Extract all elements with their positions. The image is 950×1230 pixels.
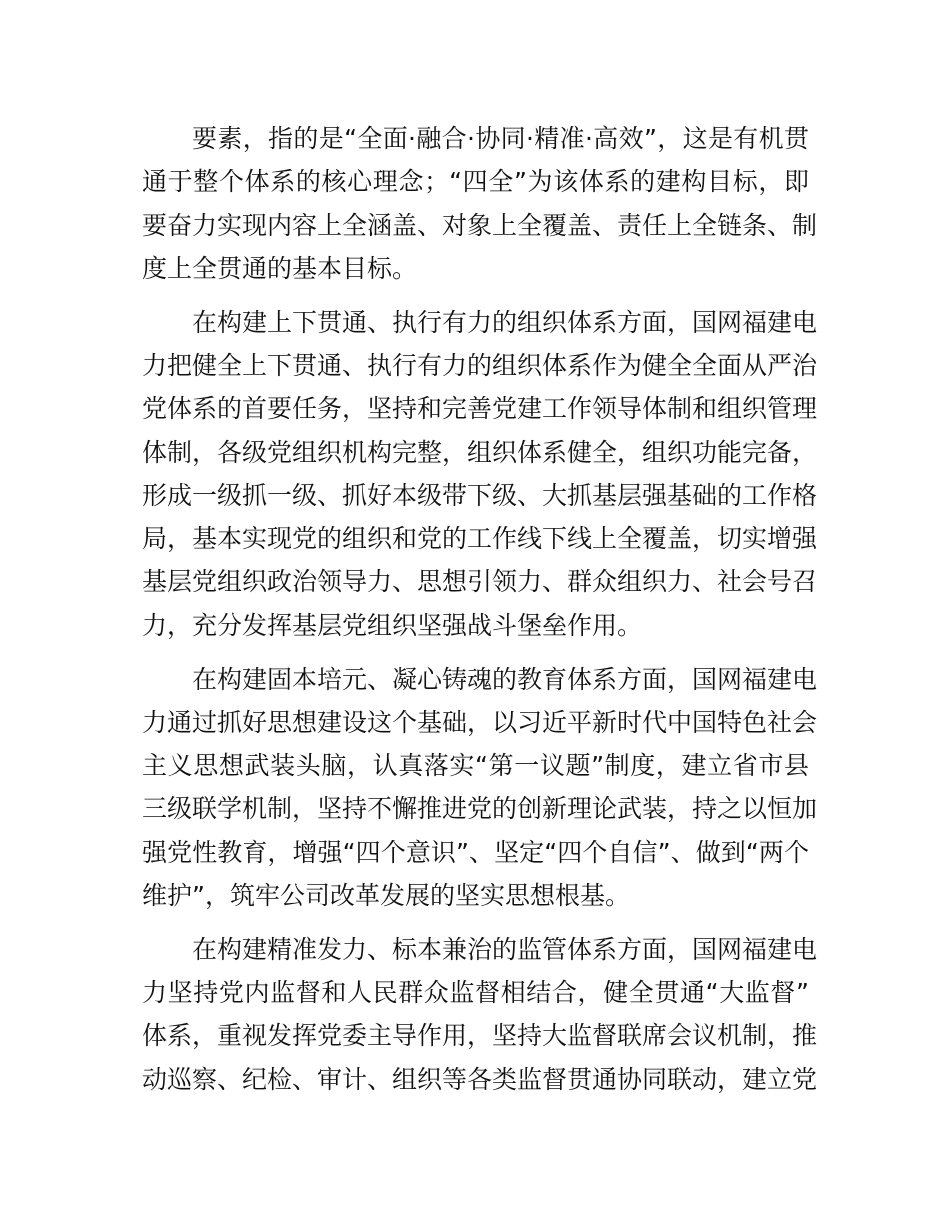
- text-line: 体制，各级党组织机构完整，组织体系健全，组织功能完备，: [142, 437, 818, 467]
- text-line: 基层党组织政治领导力、思想引领力、群众组织力、社会号召: [142, 567, 818, 597]
- document-page: [142, 117, 818, 1112]
- text-line: 通于整个体系的核心理念；“四全”为该体系的建构目标，即: [142, 167, 809, 197]
- text-line: 度上全贯通的基本目标。: [142, 253, 418, 283]
- text-line: 党体系的首要任务，坚持和完善党建工作领导体制和组织管理: [142, 394, 818, 424]
- text-line: 强党性教育，增强“四个意识”、坚定“四个自信”、做到“两个: [142, 837, 809, 867]
- text-line: 主义思想武装头脑，认真落实“第一议题”制度，建立省市县: [142, 751, 809, 781]
- text-line: 力坚持党内监督和人民群众监督相结合，健全贯通“大监督”: [142, 978, 809, 1008]
- text-line: 局，基本实现党的组织和党的工作线下线上全覆盖，切实增强: [142, 524, 818, 554]
- paragraph: [142, 301, 818, 647]
- paragraph: [142, 928, 818, 1101]
- text-line: 体系，重视发挥党委主导作用，坚持大监督联席会议机制，推: [142, 1021, 818, 1051]
- paragraph: [142, 117, 818, 290]
- text-line: 三级联学机制，坚持不懈推进党的创新理论武装，持之以恒加: [142, 794, 818, 824]
- text-line: 在构建上下贯通、执行有力的组织体系方面，国网福建电: [192, 307, 818, 337]
- paragraph: [142, 658, 818, 918]
- text-line: 力把健全上下贯通、执行有力的组织体系作为健全全面从严治: [142, 350, 818, 380]
- text-line: 维护”，筑牢公司改革发展的坚实思想根基。: [142, 881, 630, 911]
- text-line: 形成一级抓一级、抓好本级带下级、大抓基层强基础的工作格: [142, 480, 818, 510]
- text-line: 在构建固本培元、凝心铸魂的教育体系方面，国网福建电: [192, 664, 818, 694]
- text-line: 力通过抓好思想建设这个基础，以习近平新时代中国特色社会: [142, 707, 818, 737]
- text-line: 要素，指的是“全面·融合·协同·精准·高效”，这是有机贯: [192, 124, 809, 153]
- text-line: 动巡察、纪检、审计、组织等各类监督贯通协同联动，建立党: [142, 1064, 818, 1094]
- text-line: 在构建精准发力、标本兼治的监管体系方面，国网福建电: [192, 934, 818, 964]
- text-line: 要奋力实现内容上全涵盖、对象上全覆盖、责任上全链条、制: [142, 210, 818, 240]
- text-line: 力，充分发挥基层党组织坚强战斗堡垒作用。: [142, 610, 643, 640]
